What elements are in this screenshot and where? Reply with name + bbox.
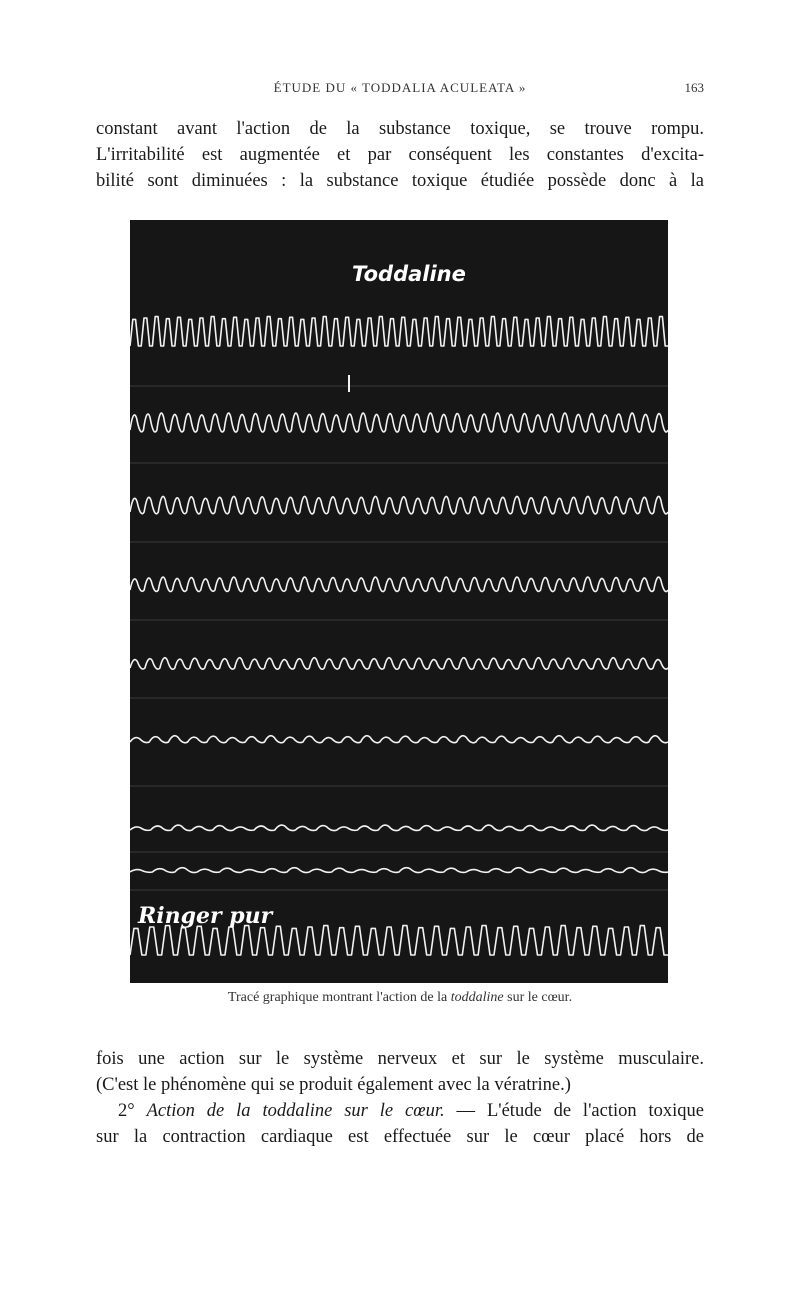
paragraph-top xyxy=(96,116,704,194)
trace-row-3 xyxy=(130,496,668,514)
ringer-label: Ringer pur xyxy=(138,903,273,929)
trace-row-9 xyxy=(130,926,668,955)
section-number: 2° xyxy=(118,1101,135,1121)
section-heading-line xyxy=(96,1098,704,1124)
section-title: Action de la toddaline sur le cœur. xyxy=(146,1101,445,1121)
paragraph-bottom xyxy=(96,1046,704,1150)
trace-row-4 xyxy=(130,577,668,592)
trace-row-7 xyxy=(130,825,668,831)
text-line: L'irritabilité est augmentée et par conséquent les constantes d'excita- xyxy=(96,145,704,165)
caption-suffix: sur le cœur. xyxy=(507,990,573,1005)
text-line: constant avant l'action de la substance toxique, se trouve rompu. xyxy=(96,119,704,139)
trace-row-6 xyxy=(130,736,668,743)
text-line: sur la contraction cardiaque est effectuée sur le cœur placé hors de xyxy=(96,1127,704,1147)
trace-row-1 xyxy=(130,317,668,346)
text-line: bilité sont diminuées : la substance toxique étudiée possède donc à la xyxy=(96,171,704,191)
section-text: — L'étude de l'action toxique xyxy=(444,1101,705,1121)
text-line: fois une action sur le système nerveux et sur le système musculaire. xyxy=(96,1049,704,1069)
figure-caption xyxy=(96,990,704,1006)
running-title: ÉTUDE DU « TODDALIA ACULEATA » xyxy=(273,80,527,95)
kymograph-figure xyxy=(130,220,668,983)
text-line: (C'est le phénomène qui se produit également avec la vératrine.) xyxy=(96,1075,571,1095)
caption-prefix: Tracé graphique montrant l'action de la xyxy=(227,990,448,1005)
toddaline-label: Toddaline xyxy=(352,262,466,286)
running-head xyxy=(96,80,704,102)
caption-italic: toddaline xyxy=(450,990,504,1005)
trace-row-2 xyxy=(130,413,668,432)
trace-row-8 xyxy=(130,868,668,873)
trace-row-5 xyxy=(130,658,668,670)
page-number: 163 xyxy=(684,80,704,95)
trace-plot xyxy=(130,220,668,983)
